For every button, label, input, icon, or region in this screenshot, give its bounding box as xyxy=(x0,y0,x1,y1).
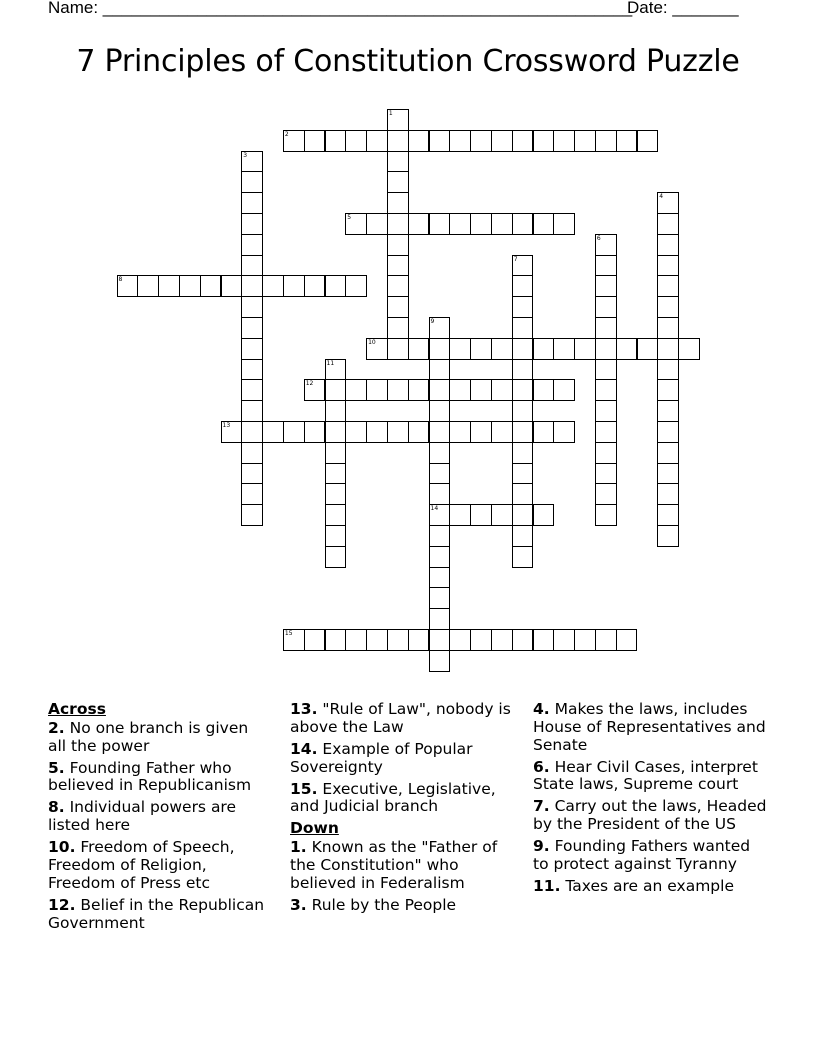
clue-number: 9. xyxy=(533,837,550,856)
grid-cell[interactable] xyxy=(512,317,534,339)
grid-cell[interactable] xyxy=(470,421,492,443)
grid-cell[interactable] xyxy=(179,275,201,297)
grid-cell[interactable] xyxy=(512,400,534,422)
clue-text: Carry out the laws, Headed by the President of the US xyxy=(533,797,767,834)
grid-cell[interactable] xyxy=(512,463,534,485)
clue-number-label: 5 xyxy=(347,214,352,221)
down-clues-part2 xyxy=(533,701,768,896)
clue-number-label: 2 xyxy=(284,130,289,138)
grid-cell[interactable] xyxy=(553,338,575,360)
grid-cell[interactable] xyxy=(512,275,534,297)
grid-cell[interactable] xyxy=(241,255,263,277)
grid-cell[interactable] xyxy=(387,379,409,401)
clue-text: Belief in the Republican Government xyxy=(48,895,265,932)
clues-column-1 xyxy=(48,701,268,937)
grid-cell[interactable] xyxy=(221,275,243,297)
clue-number-label: 6 xyxy=(596,234,601,242)
grid-cell[interactable] xyxy=(553,379,575,401)
grid-cell[interactable] xyxy=(470,130,492,152)
grid-cell[interactable] xyxy=(241,296,263,318)
clue-item xyxy=(48,799,268,835)
across-clues-part1 xyxy=(48,720,268,933)
grid-cell[interactable] xyxy=(657,525,679,547)
clue-text: No one branch is given all the power xyxy=(48,718,249,755)
grid-cell[interactable] xyxy=(533,130,555,152)
grid-cell[interactable] xyxy=(512,296,534,318)
clue-number-label: 10 xyxy=(368,338,376,346)
grid-cell[interactable] xyxy=(241,192,263,214)
grid-cell[interactable] xyxy=(429,359,451,381)
grid-cell[interactable] xyxy=(408,213,430,235)
grid-cell[interactable] xyxy=(470,504,492,526)
grid-cell[interactable] xyxy=(429,650,451,672)
grid-cell[interactable] xyxy=(283,275,305,297)
grid-cell[interactable] xyxy=(512,213,534,235)
clue-text: Taxes are an example xyxy=(560,876,734,895)
grid-cell[interactable] xyxy=(657,234,679,256)
grid-cell[interactable] xyxy=(241,463,263,485)
grid-cell[interactable] xyxy=(491,130,513,152)
clue-number-label: 7 xyxy=(513,255,518,263)
clue-number-label: 11 xyxy=(326,359,335,367)
grid-cell[interactable] xyxy=(512,130,534,152)
grid-cell[interactable] xyxy=(595,442,617,464)
clue-item xyxy=(533,701,768,754)
grid-cell[interactable] xyxy=(491,629,513,651)
page-title: 7 Principles of Constitution Crossword Puzzle xyxy=(76,44,740,79)
grid-cell[interactable] xyxy=(595,400,617,422)
grid-cell[interactable] xyxy=(616,130,638,152)
grid-cell[interactable] xyxy=(345,275,367,297)
grid-cell[interactable] xyxy=(470,338,492,360)
name-field-label: Name: ________________________________________________________ xyxy=(48,0,633,17)
grid-cell[interactable] xyxy=(657,442,679,464)
grid-cell[interactable] xyxy=(387,296,409,318)
clue-text: Individual powers are listed here xyxy=(48,798,237,835)
grid-cell[interactable] xyxy=(533,421,555,443)
grid-cell[interactable] xyxy=(595,255,617,277)
clue-item xyxy=(290,741,515,777)
clue-number: 7. xyxy=(533,797,550,816)
grid-cell[interactable] xyxy=(325,400,347,422)
clue-number-label: 13 xyxy=(222,422,231,429)
grid-cell[interactable] xyxy=(387,171,409,193)
grid-cell[interactable] xyxy=(387,317,409,339)
grid-cell[interactable] xyxy=(512,359,534,381)
clues-column-2 xyxy=(290,701,515,919)
grid-cell[interactable] xyxy=(429,130,451,152)
clue-item xyxy=(533,838,768,874)
grid-cell[interactable] xyxy=(553,130,575,152)
grid-cell[interactable] xyxy=(262,421,284,443)
grid-cell[interactable] xyxy=(512,525,534,547)
clue-number-label: 8 xyxy=(118,276,123,284)
grid-cell[interactable] xyxy=(616,629,638,651)
grid-cell[interactable] xyxy=(657,483,679,505)
grid-cell[interactable] xyxy=(533,213,555,235)
clue-item xyxy=(48,897,268,933)
grid-cell[interactable] xyxy=(429,421,451,443)
grid-cell[interactable] xyxy=(429,338,451,360)
grid-cell[interactable] xyxy=(241,400,263,422)
grid-cell[interactable] xyxy=(491,421,513,443)
grid-cell[interactable] xyxy=(325,504,347,526)
grid-cell[interactable] xyxy=(241,442,263,464)
grid-cell[interactable] xyxy=(470,213,492,235)
clue-number: 15. xyxy=(290,779,318,798)
grid-cell[interactable] xyxy=(595,483,617,505)
grid-cell[interactable] xyxy=(304,130,326,152)
clue-number: 3. xyxy=(290,895,307,914)
grid-cell[interactable] xyxy=(574,130,596,152)
grid-cell[interactable] xyxy=(449,338,471,360)
grid-cell[interactable] xyxy=(449,421,471,443)
down-clues-part1 xyxy=(290,839,515,914)
grid-cell[interactable] xyxy=(241,338,263,360)
clue-number-label: 15 xyxy=(284,630,293,637)
grid-cell[interactable] xyxy=(345,130,367,152)
grid-cell[interactable] xyxy=(408,379,430,401)
grid-cell[interactable] xyxy=(595,421,617,443)
clue-text: Hear Civil Cases, interpret State laws, Supreme court xyxy=(533,757,758,794)
grid-cell[interactable] xyxy=(449,504,471,526)
clue-number: 1. xyxy=(290,838,307,857)
grid-cell[interactable] xyxy=(241,483,263,505)
grid-cell[interactable] xyxy=(491,504,513,526)
grid-cell[interactable] xyxy=(325,629,347,651)
grid-cell[interactable] xyxy=(678,338,700,360)
grid-cell[interactable] xyxy=(512,338,534,360)
grid-cell[interactable] xyxy=(553,213,575,235)
grid-cell[interactable] xyxy=(429,379,451,401)
grid-cell[interactable] xyxy=(387,234,409,256)
grid-cell[interactable] xyxy=(429,567,451,589)
clue-number-label: 4 xyxy=(659,193,664,201)
grid-cell[interactable] xyxy=(574,338,596,360)
grid-cell[interactable] xyxy=(429,629,451,651)
grid-cell[interactable] xyxy=(657,213,679,235)
across-clues-part2 xyxy=(290,701,515,816)
grid-cell[interactable] xyxy=(512,629,534,651)
grid-cell[interactable] xyxy=(533,504,555,526)
grid-cell[interactable] xyxy=(241,421,263,443)
clue-item xyxy=(48,760,268,796)
grid-cell[interactable] xyxy=(637,338,659,360)
grid-cell[interactable] xyxy=(158,275,180,297)
grid-cell[interactable] xyxy=(345,421,367,443)
grid-cell[interactable] xyxy=(512,504,534,526)
grid-cell[interactable] xyxy=(366,629,388,651)
grid-cell[interactable] xyxy=(304,421,326,443)
grid-cell[interactable] xyxy=(574,629,596,651)
clue-item xyxy=(290,701,515,737)
grid-cell[interactable] xyxy=(533,379,555,401)
grid-cell[interactable] xyxy=(387,255,409,277)
grid-cell[interactable] xyxy=(325,442,347,464)
grid-cell[interactable] xyxy=(325,546,347,568)
grid-cell[interactable] xyxy=(408,130,430,152)
grid-cell[interactable] xyxy=(325,463,347,485)
clue-item xyxy=(290,781,515,817)
grid-cell[interactable] xyxy=(345,379,367,401)
grid-cell[interactable] xyxy=(387,213,409,235)
clue-number: 12. xyxy=(48,895,76,914)
grid-cell[interactable] xyxy=(491,338,513,360)
clue-text: Known as the "Father of the Constitution" who believed in Federalism xyxy=(290,838,498,892)
grid-cell[interactable] xyxy=(657,463,679,485)
grid-cell[interactable] xyxy=(657,359,679,381)
grid-cell[interactable] xyxy=(366,379,388,401)
clue-number: 2. xyxy=(48,718,65,737)
clue-text: Freedom of Speech, Freedom of Religion, Freedom of Press etc xyxy=(48,838,235,892)
clue-item xyxy=(533,878,768,896)
grid-cell[interactable] xyxy=(595,317,617,339)
grid-cell[interactable] xyxy=(491,213,513,235)
grid-cell[interactable] xyxy=(241,317,263,339)
grid-cell[interactable] xyxy=(137,275,159,297)
grid-cell[interactable] xyxy=(262,275,284,297)
grid-cell[interactable] xyxy=(595,130,617,152)
grid-cell[interactable] xyxy=(512,546,534,568)
grid-cell[interactable] xyxy=(512,483,534,505)
grid-cell[interactable] xyxy=(512,442,534,464)
clue-number: 14. xyxy=(290,739,318,758)
grid-cell[interactable] xyxy=(387,151,409,173)
grid-cell[interactable] xyxy=(429,483,451,505)
grid-cell[interactable] xyxy=(200,275,222,297)
grid-cell[interactable] xyxy=(533,338,555,360)
grid-cell[interactable] xyxy=(304,275,326,297)
clue-item xyxy=(533,798,768,834)
grid-cell[interactable] xyxy=(657,338,679,360)
grid-cell[interactable] xyxy=(449,379,471,401)
grid-cell[interactable] xyxy=(512,379,534,401)
grid-cell[interactable] xyxy=(595,463,617,485)
clue-number-label: 12 xyxy=(305,380,314,388)
grid-cell[interactable] xyxy=(429,587,451,609)
grid-cell[interactable] xyxy=(387,629,409,651)
grid-cell[interactable] xyxy=(387,421,409,443)
grid-cell[interactable] xyxy=(429,525,451,547)
grid-cell[interactable] xyxy=(325,421,347,443)
grid-cell[interactable] xyxy=(345,629,367,651)
grid-cell[interactable] xyxy=(366,130,388,152)
clue-text: "Rule of Law", nobody is above the Law xyxy=(290,700,511,736)
grid-cell[interactable] xyxy=(657,421,679,443)
clue-text: Rule by the People xyxy=(306,895,457,914)
grid-cell[interactable] xyxy=(387,130,409,152)
clue-number-label: 9 xyxy=(430,318,435,325)
grid-cell[interactable] xyxy=(657,504,679,526)
clue-number-label: 14 xyxy=(430,505,439,513)
clue-number: 8. xyxy=(48,798,65,817)
grid-cell[interactable] xyxy=(241,171,263,193)
grid-cell[interactable] xyxy=(637,130,659,152)
grid-cell[interactable] xyxy=(408,338,430,360)
grid-cell[interactable] xyxy=(595,275,617,297)
grid-cell[interactable] xyxy=(429,546,451,568)
clue-text: Founding Fathers wanted to protect against Tyranny xyxy=(533,837,751,873)
grid-cell[interactable] xyxy=(241,234,263,256)
grid-cell[interactable] xyxy=(657,296,679,318)
grid-cell[interactable] xyxy=(241,213,263,235)
grid-cell[interactable] xyxy=(533,629,555,651)
grid-cell[interactable] xyxy=(325,525,347,547)
grid-cell[interactable] xyxy=(616,338,638,360)
grid-cell[interactable] xyxy=(657,275,679,297)
grid-cell[interactable] xyxy=(470,629,492,651)
clues-column-3 xyxy=(533,701,768,900)
grid-cell[interactable] xyxy=(241,379,263,401)
grid-cell[interactable] xyxy=(429,213,451,235)
grid-cell[interactable] xyxy=(325,130,347,152)
grid-cell[interactable] xyxy=(429,463,451,485)
clue-number: 4. xyxy=(533,700,550,718)
clue-number: 11. xyxy=(533,876,561,895)
grid-cell[interactable] xyxy=(283,421,305,443)
clue-number: 6. xyxy=(533,757,550,776)
grid-cell[interactable] xyxy=(595,379,617,401)
grid-cell[interactable] xyxy=(408,629,430,651)
clue-text: Makes the laws, includes House of Representatives and Senate xyxy=(533,700,766,754)
grid-cell[interactable] xyxy=(595,504,617,526)
clue-number: 10. xyxy=(48,838,76,857)
grid-cell[interactable] xyxy=(657,317,679,339)
grid-cell[interactable] xyxy=(657,379,679,401)
clue-number-label: 3 xyxy=(243,151,248,159)
clue-item xyxy=(290,897,515,915)
clue-item xyxy=(290,839,515,892)
grid-cell[interactable] xyxy=(470,379,492,401)
grid-cell[interactable] xyxy=(449,213,471,235)
grid-cell[interactable] xyxy=(325,379,347,401)
grid-cell[interactable] xyxy=(241,359,263,381)
grid-cell[interactable] xyxy=(325,483,347,505)
grid-cell[interactable] xyxy=(491,379,513,401)
down-heading: Down xyxy=(290,819,339,838)
grid-cell[interactable] xyxy=(366,421,388,443)
grid-cell[interactable] xyxy=(657,255,679,277)
grid-cell[interactable] xyxy=(553,421,575,443)
date-field-label: Date: _______ xyxy=(627,0,739,17)
clue-number-label: 1 xyxy=(388,110,393,117)
clue-item xyxy=(48,720,268,756)
grid-cell[interactable] xyxy=(429,608,451,630)
grid-cell[interactable] xyxy=(657,400,679,422)
clue-item xyxy=(48,839,268,892)
grid-cell[interactable] xyxy=(449,130,471,152)
across-heading: Across xyxy=(48,700,106,718)
grid-cell[interactable] xyxy=(595,296,617,318)
grid-cell[interactable] xyxy=(241,275,263,297)
grid-cell[interactable] xyxy=(429,400,451,422)
clue-item xyxy=(533,759,768,795)
grid-cell[interactable] xyxy=(429,442,451,464)
clue-text: Executive, Legislative, and Judicial branch xyxy=(290,779,496,816)
grid-cell[interactable] xyxy=(304,629,326,651)
grid-cell[interactable] xyxy=(366,213,388,235)
grid-cell[interactable] xyxy=(553,629,575,651)
clue-number: 13. xyxy=(290,700,318,718)
grid-cell[interactable] xyxy=(325,275,347,297)
grid-cell[interactable] xyxy=(387,338,409,360)
clue-text: Example of Popular Sovereignty xyxy=(290,739,473,776)
grid-cell[interactable] xyxy=(241,504,263,526)
grid-cell[interactable] xyxy=(387,275,409,297)
grid-cell[interactable] xyxy=(512,421,534,443)
clue-number: 5. xyxy=(48,758,65,777)
grid-cell[interactable] xyxy=(595,359,617,381)
grid-cell[interactable] xyxy=(387,192,409,214)
grid-cell[interactable] xyxy=(595,629,617,651)
grid-cell[interactable] xyxy=(449,629,471,651)
grid-cell[interactable] xyxy=(595,338,617,360)
grid-cell[interactable] xyxy=(408,421,430,443)
clue-text: Founding Father who believed in Republicanism xyxy=(48,758,252,795)
